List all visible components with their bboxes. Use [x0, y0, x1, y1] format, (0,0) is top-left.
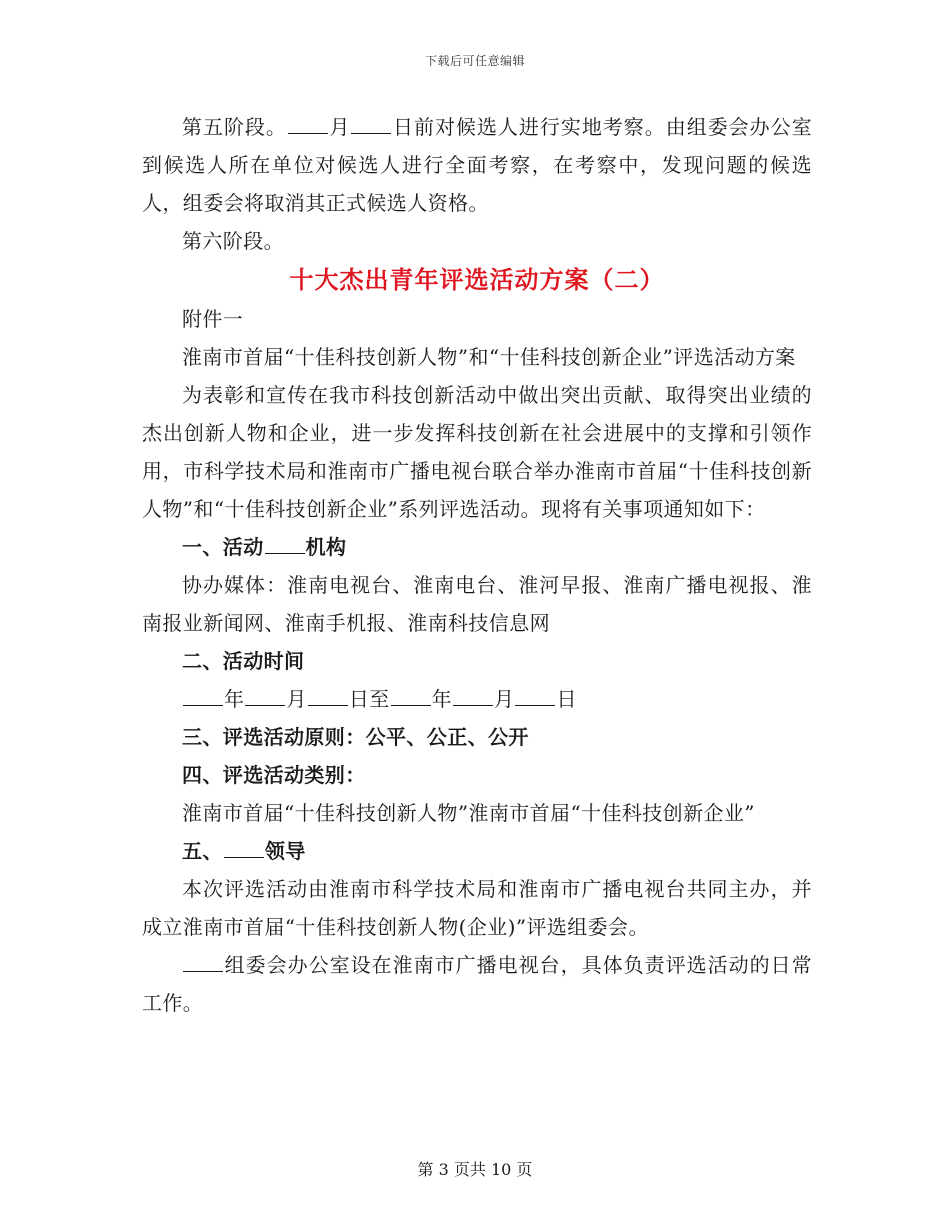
blank-field — [183, 683, 223, 706]
blank-field — [183, 949, 223, 972]
blank-field — [351, 111, 391, 134]
section2-heading: 二、活动时间 — [182, 649, 305, 673]
blank-field — [245, 683, 285, 706]
blank-field — [224, 835, 264, 858]
document-body — [142, 108, 812, 1022]
stage5-month: 月 — [328, 115, 351, 139]
attachment-label: 附件一 — [182, 307, 244, 331]
section5-heading — [142, 832, 812, 870]
section5-body2-text: 组委会办公室设在淮南市广播电视台，具体负责评选活动的日常工作。 — [142, 953, 812, 1015]
blank-field — [308, 683, 348, 706]
plan-name: 淮南市首届“十佳科技创新人物”和“十佳科技创新企业”评选活动方案 — [182, 345, 796, 369]
page-header-note: 下载后可任意编辑 — [424, 54, 525, 68]
section2-date-range — [142, 680, 812, 718]
section4-body: 淮南市首届“十佳科技创新人物”淮南市首届“十佳科技创新企业” — [182, 801, 755, 825]
section4-heading: 四、评选活动类别： — [182, 763, 366, 787]
blank-field — [288, 111, 328, 134]
section1-heading — [142, 528, 812, 566]
section3-heading: 三、评选活动原则：公平、公正、公开 — [182, 725, 529, 749]
stage6-paragraph: 第六阶段。 — [182, 229, 284, 253]
blank-field — [391, 683, 431, 706]
section5-heading-b: 领导 — [264, 839, 306, 863]
section5-body2 — [142, 946, 812, 1022]
section5-body1: 本次评选活动由淮南市科学技术局和淮南市广播电视台共同主办，并成立淮南市首届“十佳科技创新人物(企业)”评选组委会。 — [142, 877, 812, 939]
date-year-label: 年 — [224, 687, 245, 711]
stage5-rest: 日前对候选人进行实地考察。由组委会办公室到候选人所在单位对候选人进行全面考察，在考察中，发现问题的候选人，组委会将取消其正式候选人资格。 — [142, 115, 813, 215]
section5-heading-a: 五、 — [182, 839, 223, 863]
date-month-label: 月 — [286, 687, 307, 711]
page-number-footer: 第 3 页共 10 页 — [417, 1160, 533, 1179]
date-day-to-label: 日至 — [348, 687, 390, 711]
section1-heading-b: 机构 — [305, 535, 347, 559]
document-title: 十大杰出青年评选活动方案（二） — [289, 265, 665, 294]
section1-media: 协办媒体：淮南电视台、淮南电台、淮河早报、淮南广播电视报、淮南报业新闻网、淮南手机报、淮南科技信息网 — [142, 573, 812, 635]
stage5-prefix: 第五阶段。 — [182, 115, 287, 139]
date-year2-label: 年 — [431, 687, 453, 711]
section1-heading-a: 一、活动 — [182, 535, 264, 559]
blank-field — [515, 683, 555, 706]
intro-paragraph: 为表彰和宣传在我市科技创新活动中做出突出贡献、取得突出业绩的杰出创新人物和企业，进一步发挥科技创新在社会进展中的支撑和引领作用，市科学技术局和淮南市广播电视台联合举办淮南市首届“十佳科技创新人物”和“十佳科技创新企业”系列评选活动。现将有关事项通知如下： — [142, 383, 812, 521]
date-month2-label: 月 — [494, 687, 515, 711]
stage5-paragraph — [142, 108, 812, 222]
date-day2-label: 日 — [556, 687, 577, 711]
blank-field — [453, 683, 493, 706]
blank-field — [265, 531, 305, 554]
